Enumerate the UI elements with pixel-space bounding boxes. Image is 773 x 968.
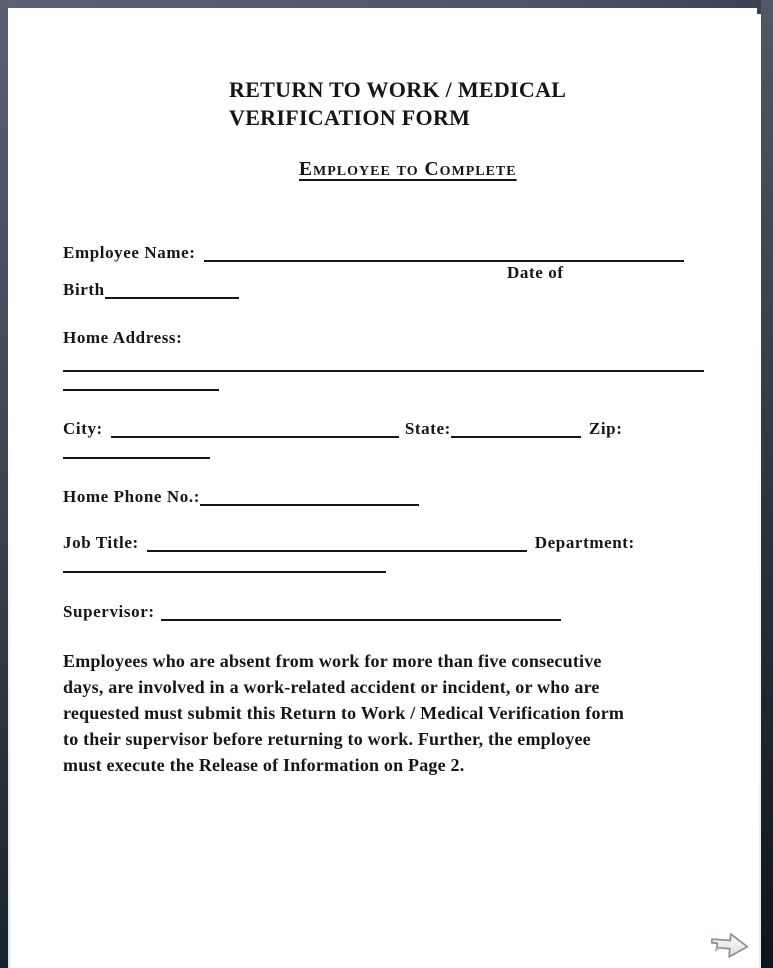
supervisor-label: Supervisor: [63,602,155,621]
form-title-line1: RETURN TO WORK / MEDICAL [229,77,567,102]
notice-line: days, are involved in a work-related accident or incident, or who are [63,677,600,697]
state-blank-line [451,426,581,438]
date-of-label: Date of [507,263,564,282]
zip-label: Zip: [588,419,623,438]
employee-name-label: Employee Name: [63,243,196,262]
department-blank-line [63,571,386,573]
notice-line: to their supervisor before returning to work. Further, the employee [63,729,591,749]
form-title-line2: VERIFICATION FORM [229,105,471,130]
frame-border-right [761,0,773,968]
form-title [229,76,566,132]
notice-paragraph [63,648,624,778]
job-title-label: Job Title: [63,533,139,552]
city-blank-line [111,426,399,438]
supervisor-row [63,602,561,622]
home-address-blank-line-2 [63,389,219,391]
section-heading: Employee to Complete [299,159,517,180]
notice-line: must execute the Release of Information on Page 2. [63,755,465,775]
birth-label: Birth [63,280,105,299]
next-page-arrow-icon[interactable] [707,928,753,963]
department-label: Department: [534,533,635,552]
job-title-blank-line [147,540,527,552]
notice-line: Employees who are absent from work for more than five consecutive [63,651,602,671]
frame-border-top [0,0,773,8]
home-address-blank-line [63,370,704,372]
state-label: State: [404,419,451,438]
home-phone-label: Home Phone No.: [63,487,200,506]
employee-name-row [63,243,684,263]
birth-blank-line [105,287,239,299]
zip-blank-line [63,457,210,459]
home-phone-row [63,487,419,507]
employee-name-blank-line [204,250,684,262]
home-address-label: Home Address: [63,328,183,347]
job-title-department-row [63,533,635,553]
birth-row [63,280,239,300]
city-state-zip-row [63,419,623,439]
page-edge-highlight-left [8,387,10,968]
frame-border-left [0,0,8,968]
supervisor-blank-line [161,609,561,621]
page-edge-highlight-right [759,290,761,968]
notice-line: requested must submit this Return to Work / Medical Verification form [63,703,625,723]
home-phone-blank-line [200,494,419,506]
city-label: City: [63,419,103,438]
